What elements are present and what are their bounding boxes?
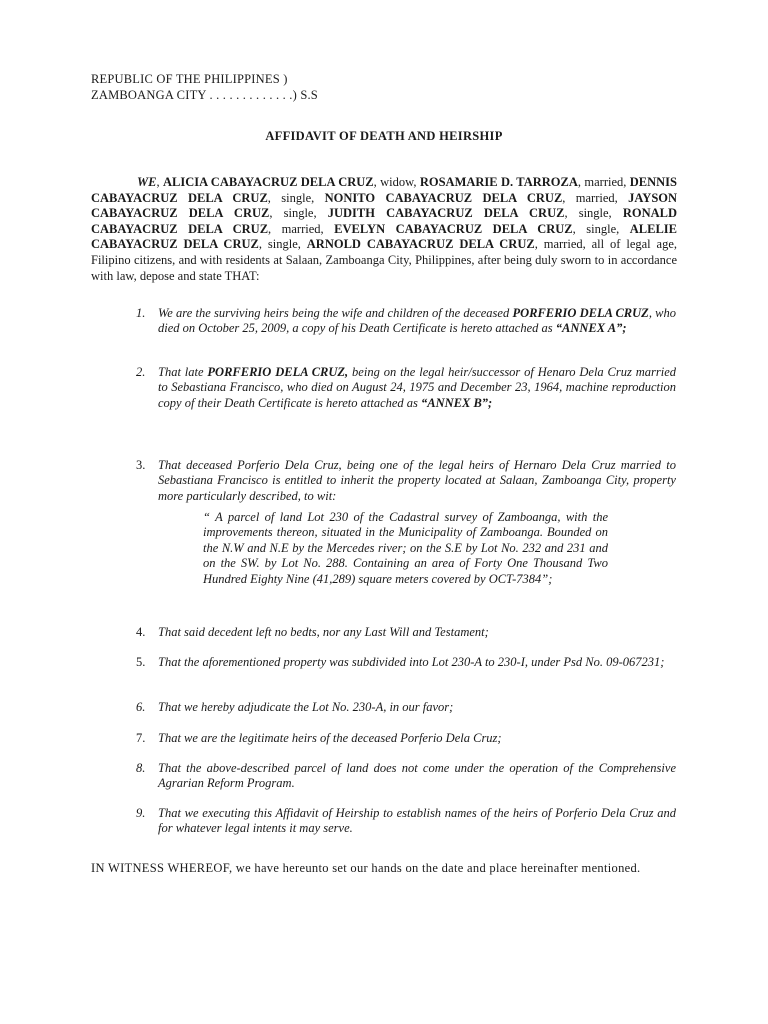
item-number: 5.	[136, 655, 146, 669]
heir-status: , married,	[268, 221, 335, 236]
heir-status: , single,	[564, 206, 623, 221]
heir-name: EVELYN CABAYACRUZ DELA CRUZ	[334, 221, 573, 236]
list-item-3: That deceased Porferio Dela Cruz, being one of the legal heirs of Hernaro Dela Cruz married to Sebastiana Francisco is entitled to inherit the property located at Salaan, Zamboanga City, property more particularly described, to wit:	[158, 458, 676, 503]
heir-status: , married,	[562, 190, 629, 205]
decedent-name: PORFERIO DELA CRUZ	[512, 306, 649, 320]
heir-name: ALICIA CABAYACRUZ DELA CRUZ	[162, 175, 374, 189]
item-number: 3.	[136, 458, 146, 472]
list-item-8: That the above-described parcel of land does not come under the operation of the Comprehensive Agrarian Reform Program.	[158, 761, 676, 791]
heir-name: DENNIS CABAYACRUZ DELA CRUZ	[91, 175, 678, 205]
intro-paragraph	[91, 175, 677, 284]
item-text: being on the legal heir/successor of Henaro Dela Cruz married to Sebastiana Francisco, who died on August 24, 1975 and December 23, 1964, machine reproduction copy of their Death Certificate is hereto attached as	[158, 365, 677, 410]
list-item-7: That we are the legitimate heirs of the deceased Porferio Dela Cruz;	[158, 731, 502, 745]
heir-status: , widow,	[373, 175, 420, 189]
heir-status: , single,	[267, 190, 325, 205]
heir-name: RONALD CABAYACRUZ DELA CRUZ	[91, 206, 677, 236]
property-description: “ A parcel of land Lot 230 of the Cadastral survey of Zamboanga, with the improvements thereon, situated in the Municipality of Zamboanga. Bounded on the N.W and N.E by the Mercedes river; on the S.E by Lot No. 232 and 231 and on the SW. by Lot No. 288. Containing an area of Forty One Thousand Two Hundred Eighty Nine (41,289) square meters covered by OCT-7384”;	[203, 510, 608, 586]
item-number: 4.	[136, 625, 146, 639]
list-item-2	[158, 365, 676, 411]
caption-line-republic: REPUBLIC OF THE PHILIPPINES )	[91, 72, 288, 86]
intro-sep: ,	[156, 175, 163, 189]
heir-name: ROSAMARIE D. TARROZA	[419, 175, 578, 189]
item-number: 2.	[136, 365, 146, 379]
venue-caption	[91, 71, 318, 103]
intro-tail: , married, all of legal age, Filipino citizens, and with residents at Salaan, Zamboanga City, Philippines, after being duly sworn to in accordance with law, depose and state THAT:	[91, 237, 678, 283]
caption-line-city: ZAMBOANGA CITY . . . . . . . . . . . . .) S.S	[91, 88, 318, 102]
item-number: 6.	[136, 700, 146, 714]
list-item-1	[158, 306, 676, 337]
annex-label: “ANNEX A”;	[555, 321, 627, 336]
heir-status: , single,	[269, 206, 328, 221]
heir-name: JAYSON CABAYACRUZ DELA CRUZ	[91, 190, 678, 221]
heir-status: , married,	[577, 175, 630, 189]
heir-name: NONITO CABAYACRUZ DELA CRUZ	[324, 190, 563, 205]
item-number: 1.	[136, 306, 146, 320]
list-item-6: That we hereby adjudicate the Lot No. 230-A, in our favor;	[158, 700, 454, 714]
heir-name: JUDITH CABAYACRUZ DELA CRUZ	[327, 206, 565, 221]
item-number: 8.	[136, 761, 146, 775]
list-item-5: That the aforementioned property was subdivided into Lot 230-A to 230-I, under Psd No. 09-067231;	[158, 655, 665, 669]
list-item-9: That we executing this Affidavit of Heirship to establish names of the heirs of Porferio Dela Cruz and for whatever legal intents it may serve.	[158, 806, 676, 836]
item-number: 9.	[136, 806, 146, 820]
document-title: AFFIDAVIT OF DEATH AND HEIRSHIP	[265, 129, 503, 143]
witness-clause: IN WITNESS WHEREOF, we have hereunto set our hands on the date and place hereinafter mentioned.	[91, 861, 641, 875]
item-text: That late	[158, 365, 208, 379]
heir-name: ALELIE CABAYACRUZ DELA CRUZ	[91, 221, 677, 252]
item-text: We are the surviving heirs being the wife and children of the deceased	[158, 306, 513, 320]
item-text: , who died on October 25, 2009, a copy of his Death Certificate is hereto attached as	[158, 306, 677, 336]
intro-we: WE	[137, 175, 157, 189]
heir-name: ARNOLD CABAYACRUZ DELA CRUZ	[306, 237, 535, 252]
item-number: 7.	[136, 731, 146, 745]
heir-status: , single,	[572, 221, 630, 236]
heir-status: , single,	[258, 237, 307, 252]
annex-label: “ANNEX B”;	[421, 395, 493, 410]
list-item-4: That said decedent left no bedts, nor any Last Will and Testament;	[158, 625, 489, 639]
decedent-name: PORFERIO DELA CRUZ,	[207, 365, 349, 379]
